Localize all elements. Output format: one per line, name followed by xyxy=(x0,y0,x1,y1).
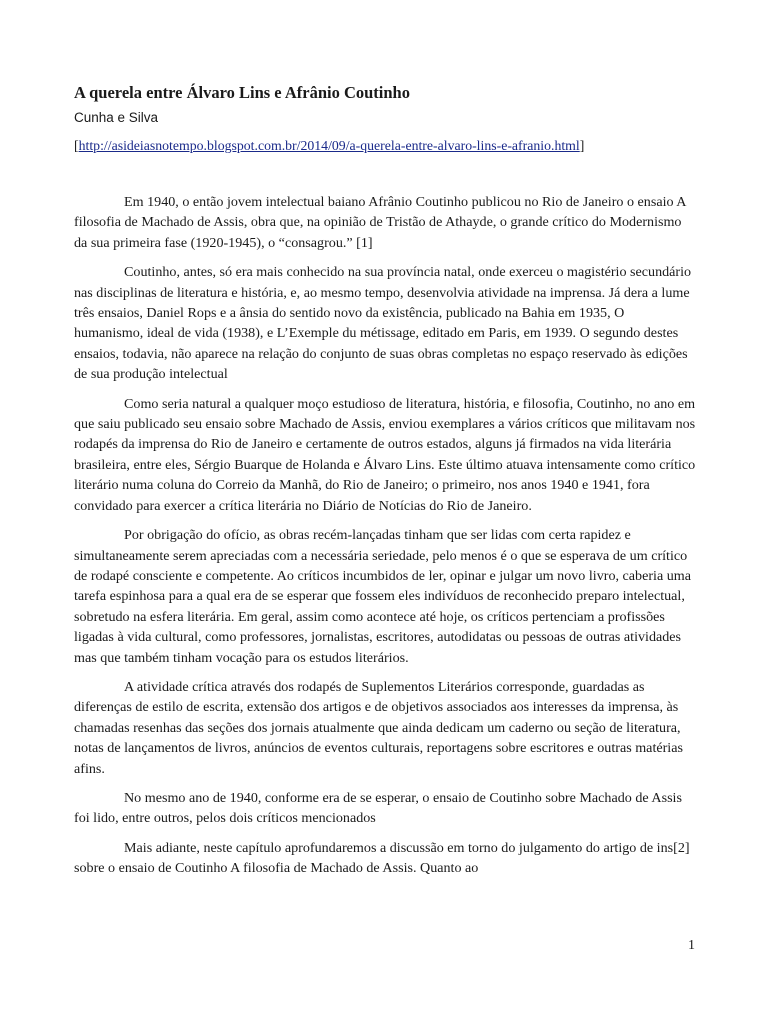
paragraph-2: Coutinho, antes, só era mais conhecido na sua província natal, onde exerceu o magistério secundário nas disciplinas de literatura e história, e, ao mesmo tempo, desenvolvia atividade na imprensa. Já dera a lume três ensaios, Daniel Rops e a ânsia do sentido novo da existência, publicado na Bahia em 1935, O humanismo, ideal de vida (1938), e L’Exemple du métissage, editado em Paris, em 1939. O segundo destes ensaios, todavia, não aparece na relação do conjunto de suas obras completas no espaço reservado às edições de sua produção intelectual xyxy=(74,264,692,383)
author-name: Cunha e Silva xyxy=(74,110,159,125)
page-number: 1 xyxy=(688,938,695,953)
paragraph-5: A atividade crítica através dos rodapés de Suplementos Literários corresponde, guardadas as diferenças de estilo de escrita, extensão dos artigos e de objetivos associados aos interesses da imprensa, às chamadas resenhas das seções dos jornais atualmente que ainda dedicam um caderno ou seção de literatura, notas de lançamentos de livros, anúncios de eventos culturais, reportagens sobre escritores e outras matérias afins. xyxy=(74,678,683,777)
source-bracket-open: [ xyxy=(74,138,79,153)
paragraph-7: Mais adiante, neste capítulo aprofundaremos a discussão em torno do julgamento do artigo de ins[2] sobre o ensaio de Coutinho A filosofia de Machado de Assis. Quanto ao xyxy=(74,839,690,877)
paragraph-4: Por obrigação do ofício, as obras recém-lançadas tinham que ser lidas com certa rapidez e simultaneamente serem apreciadas com a necessária seriedade, pelo menos é o que se esperava de um crítico de rodapé consciente e competente. Ao críticos incumbidos de ler, opinar e julgar um novo livro, caberia uma tarefa espinhosa para a qual era de se esperar que fossem eles indivíduos de reconhecido preparo intelectual, sobretudo na esfera literária. Em geral, assim como acontece até hoje, os críticos pertenciam a profissões ligadas à vida cultural, como professores, jornalistas, escritores, autodidatas ou pessoas de outras atividades mas que também tinham vocação para os estudos literários. xyxy=(74,527,692,666)
document-title: A querela entre Álvaro Lins e Afrânio Coutinho xyxy=(74,83,410,102)
paragraph-6: No mesmo ano de 1940, conforme era de se esperar, o ensaio de Coutinho sobre Machado de Assis foi lido, entre outros, pelos dois críticos mencionados xyxy=(74,789,682,827)
document-body xyxy=(74,192,696,888)
paragraph-1: Em 1940, o então jovem intelectual baiano Afrânio Coutinho publicou no Rio de Janeiro o ensaio A filosofia de Machado de Assis, obra que, na opinião de Tristão de Athayde, o grande crítico do Modernismo da sua primeira fase (1920-1945), o “consagrou.” [1] xyxy=(74,194,686,251)
source-link[interactable]: http://asideiasnotempo.blogspot.com.br/2014/09/a-querela-entre-alvaro-lins-e-afranio.html xyxy=(78,138,580,153)
source-reference xyxy=(74,138,584,154)
paragraph-3: Como seria natural a qualquer moço estudioso de literatura, história, e filosofia, Coutinho, no ano em que saiu publicado seu ensaio sobre Machado de Assis, enviou exemplares a vários críticos que militavam nos rodapés da imprensa do Rio de Janeiro e certamente de outros estados, alguns já firmados na vida literária brasileira, entre eles, Sérgio Buarque de Holanda e Álvaro Lins. Este último atuava intensamente como crítico literário numa coluna do Correio da Manhã, do Rio de Janeiro; o primeiro, nos anos 1940 e 1941, fora convidado para exercer a crítica literária no Diário de Notícias do Rio de Janeiro. xyxy=(74,395,696,514)
source-bracket-close: ] xyxy=(579,138,585,153)
